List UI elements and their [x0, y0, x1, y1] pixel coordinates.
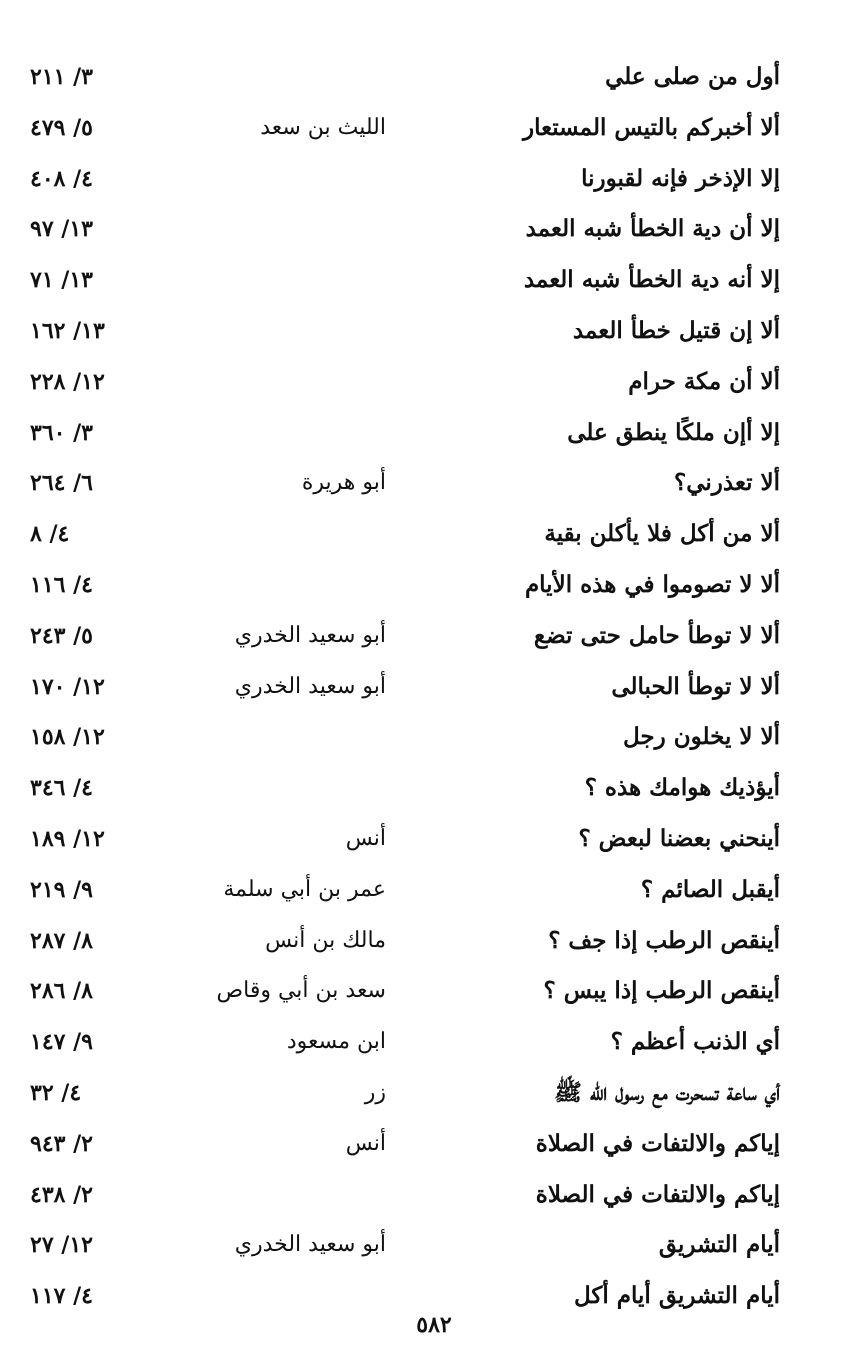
hadith-text: أينحني بعضنا لبعض ؟ — [578, 824, 780, 852]
narrator: سعد بن أبي وقاص — [216, 978, 386, 1004]
index-entry — [0, 205, 868, 256]
volume-page-reference: ٢/ ٩٤٣ — [30, 1130, 93, 1157]
index-entry — [0, 917, 868, 968]
hadith-text: أي الذنب أعظم ؟ — [610, 1028, 780, 1056]
volume-page-reference: ٤/ ١١٧ — [30, 1283, 93, 1310]
hadith-text: إياكم والالتفات في الصلاة — [535, 1180, 780, 1208]
narrator: ابن مسعود — [286, 1029, 386, 1055]
index-entry — [0, 409, 868, 460]
hadith-text: ألا إن قتيل خطأ العمد — [572, 316, 780, 344]
index-entry — [0, 256, 868, 307]
index-entry — [0, 1120, 868, 1171]
hadith-text: إلا أن دية الخطأ شبه العمد — [525, 215, 780, 243]
narrator: أنس — [345, 1130, 386, 1156]
page-number: ٥٨٢ — [416, 1312, 452, 1338]
volume-page-reference: ١٢/ ٢٢٨ — [30, 368, 105, 395]
volume-page-reference: ٤/ ٨ — [30, 521, 70, 548]
volume-page-reference: ٤/ ٤٠٨ — [30, 165, 93, 192]
volume-page-reference: ١٣/ ٩٧ — [30, 216, 93, 243]
narrator: الليث بن سعد — [260, 114, 386, 140]
hadith-text: أول من صلى علي — [605, 63, 780, 90]
hadith-text: أي ساعة تسحرت مع رسول الله ﷺ — [554, 1078, 780, 1106]
index-entry — [0, 967, 868, 1018]
volume-page-reference: ٣/ ٢١١ — [30, 64, 93, 90]
narrator: أنس — [345, 825, 386, 851]
hadith-text: ألا لا يخلون رجل — [622, 723, 780, 751]
hadith-text: أيؤذيك هوامك هذه ؟ — [584, 774, 780, 802]
volume-page-reference: ١٣/ ٧١ — [30, 267, 93, 294]
volume-page-reference: ٣/ ٣٦٠ — [30, 419, 93, 446]
entries-list — [0, 53, 868, 1323]
volume-page-reference: ٩/ ١٤٧ — [30, 1029, 93, 1056]
index-entry — [0, 713, 868, 764]
index-entry — [0, 307, 868, 358]
index-entry — [0, 663, 868, 714]
hadith-text: ألا تعذرني؟ — [674, 469, 780, 497]
volume-page-reference: ٥/ ٢٤٣ — [30, 622, 93, 649]
volume-page-reference: ٤/ ١١٦ — [30, 571, 93, 598]
volume-page-reference: ٢/ ٤٣٨ — [30, 1181, 93, 1208]
volume-page-reference: ١٢/ ١٧٠ — [30, 673, 105, 700]
hadith-text: ألا من أكل فلا يأكلن بقية — [544, 520, 780, 548]
index-entry — [0, 1018, 868, 1069]
narrator: مالك بن أنس — [265, 927, 386, 953]
narrator: أبو سعيد الخدري — [234, 673, 386, 699]
volume-page-reference: ١٣/ ١٦٢ — [30, 317, 105, 344]
index-entry — [0, 1069, 868, 1120]
index-entry — [0, 1221, 868, 1272]
volume-page-reference: ٩/ ٢١٩ — [30, 876, 93, 903]
index-entry — [0, 510, 868, 561]
volume-page-reference: ٦/ ٢٦٤ — [30, 470, 93, 497]
volume-page-reference: ١٢/ ٢٧ — [30, 1232, 93, 1259]
narrator: أبو سعيد الخدري — [234, 1232, 386, 1258]
volume-page-reference: ٨/ ٢٨٦ — [30, 978, 93, 1005]
index-entry — [0, 764, 868, 815]
index-entry — [0, 104, 868, 155]
hadith-text: إلا الإذخر فإنه لقبورنا — [581, 164, 780, 192]
narrator: أبو سعيد الخدري — [234, 622, 386, 648]
index-entry — [0, 815, 868, 866]
volume-page-reference: ٤/ ٣٤٦ — [30, 775, 93, 802]
hadith-text: أينقص الرطب إذا جف ؟ — [548, 926, 780, 954]
hadith-text: ألا أن مكة حرام — [628, 367, 780, 395]
volume-page-reference: ٨/ ٢٨٧ — [30, 927, 93, 954]
index-entry — [0, 866, 868, 917]
narrator: زر — [364, 1079, 386, 1105]
hadith-text: إلا أإن ملكًا ينطق على — [567, 418, 780, 446]
index-entry — [0, 612, 868, 663]
volume-page-reference: ٤/ ٣٢ — [30, 1079, 82, 1106]
index-entry — [0, 459, 868, 510]
hadith-text: ألا أخبركم بالتيس المستعار — [522, 113, 780, 141]
narrator: أبو هريرة — [301, 470, 386, 496]
hadith-text: إياكم والالتفات في الصلاة — [535, 1129, 780, 1157]
hadith-text: أينقص الرطب إذا يبس ؟ — [543, 977, 780, 1005]
hadith-text: ألا لا توطأ حامل حتى تضع — [533, 621, 780, 649]
volume-page-reference: ١٢/ ١٨٩ — [30, 825, 105, 852]
index-entry — [0, 1171, 868, 1222]
volume-page-reference: ١٢/ ١٥٨ — [30, 724, 105, 751]
index-entry — [0, 561, 868, 612]
hadith-text: إلا أنه دية الخطأ شبه العمد — [523, 266, 780, 294]
hadith-text: أيام التشريق — [658, 1231, 780, 1259]
hadith-text: أيام التشريق أيام أكل — [574, 1282, 780, 1310]
hadith-text: ألا لا تصوموا في هذه الأيام — [524, 570, 780, 598]
narrator: عمر بن أبي سلمة — [223, 876, 386, 902]
hadith-text: أيقبل الصائم ؟ — [640, 875, 780, 903]
index-entry — [0, 155, 868, 206]
volume-page-reference: ٥/ ٤٧٩ — [30, 114, 93, 141]
index-entry — [0, 358, 868, 409]
hadith-text: ألا لا توطأ الحبالى — [611, 672, 780, 700]
index-entry — [0, 53, 868, 104]
